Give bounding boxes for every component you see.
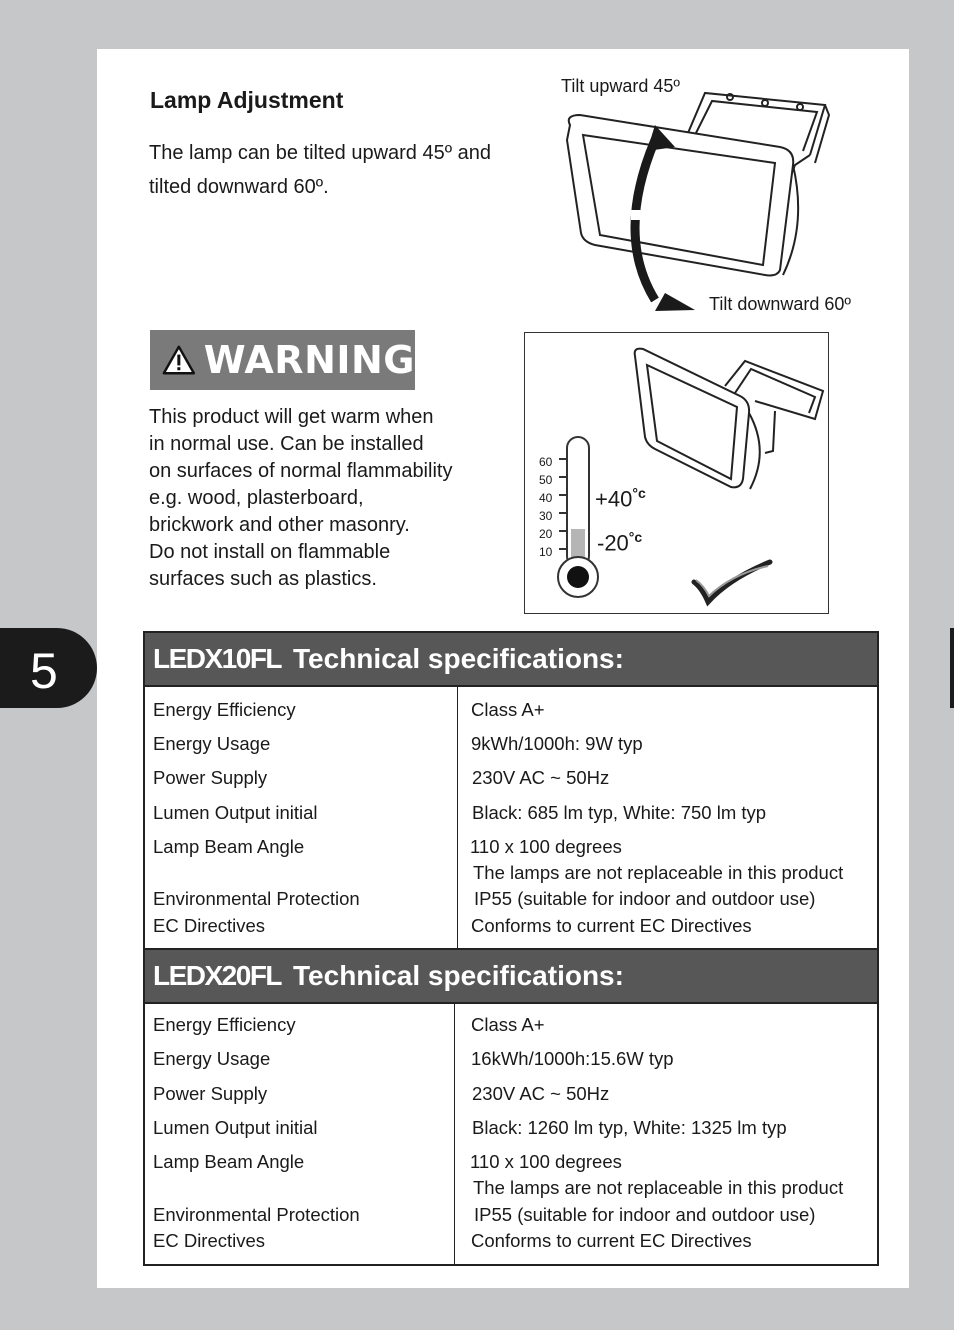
warning-line: in normal use. Can be installed bbox=[149, 433, 424, 455]
spec-label: Energy Usage bbox=[153, 733, 271, 754]
spec-model: LEDX20FL bbox=[153, 960, 282, 991]
spec-value: 16kWh/1000h:15.6W typ bbox=[471, 1048, 674, 1069]
spec-body bbox=[145, 1004, 877, 1266]
spec-label: EC Directives bbox=[153, 1230, 266, 1251]
column-divider bbox=[457, 687, 458, 951]
tilt-down-label: Tilt downward 60º bbox=[709, 294, 851, 314]
checkmark-icon bbox=[690, 558, 775, 608]
max-temp-value: +40 bbox=[595, 486, 633, 512]
spec-header bbox=[145, 633, 877, 687]
scale-label: 30 bbox=[539, 509, 553, 523]
spec-label: Energy Usage bbox=[153, 1048, 271, 1069]
warning-triangle-icon bbox=[162, 335, 196, 385]
warning-badge bbox=[150, 330, 415, 390]
spec-value: Class A+ bbox=[471, 699, 545, 720]
scale-label: 10 bbox=[539, 545, 553, 559]
temp-unit: c bbox=[637, 485, 646, 501]
tilt-up-label: Tilt upward 45º bbox=[561, 76, 680, 96]
edge-marker bbox=[950, 628, 954, 708]
spec-value: The lamps are not replaceable in this product bbox=[473, 862, 844, 883]
warning-line: brickwork and other masonry. bbox=[149, 514, 410, 536]
max-temp: $+40^{^\circ c}$ bbox=[595, 485, 646, 512]
spec-label: Environmental Protection bbox=[153, 888, 360, 909]
page-number: 5 bbox=[30, 643, 58, 699]
scale-label: 60 bbox=[539, 455, 553, 469]
page-number-tab bbox=[0, 628, 97, 708]
spec-label: Lamp Beam Angle bbox=[153, 1151, 305, 1172]
spec-label: Lumen Output initial bbox=[153, 802, 318, 823]
min-temp-value: -20 bbox=[597, 530, 629, 556]
spec-value: Black: 685 lm typ, White: 750 lm typ bbox=[472, 802, 767, 823]
lamp-adjustment-line1: The lamp can be tilted upward 45º and bbox=[149, 142, 491, 164]
scale-label: 50 bbox=[539, 473, 553, 487]
spec-label: EC Directives bbox=[153, 915, 266, 936]
spec-value: 9kWh/1000h: 9W typ bbox=[471, 733, 643, 754]
spec-value: Conforms to current EC Directives bbox=[471, 1230, 752, 1251]
spec-value: Black: 1260 lm typ, White: 1325 lm typ bbox=[472, 1117, 787, 1138]
lamp-tilt-illustration bbox=[555, 85, 845, 315]
spec-value: IP55 (suitable for indoor and outdoor use) bbox=[474, 1204, 816, 1225]
spec-table-ledx20fl bbox=[143, 948, 879, 1266]
spec-heading: Technical specifications: bbox=[293, 643, 624, 674]
temp-unit: c bbox=[634, 529, 643, 545]
spec-heading: Technical specifications: bbox=[293, 960, 624, 991]
spec-value: 110 x 100 degrees bbox=[470, 1151, 622, 1172]
spec-label: Energy Efficiency bbox=[153, 1014, 296, 1035]
spec-value: The lamps are not replaceable in this product bbox=[473, 1177, 844, 1198]
spec-label: Energy Efficiency bbox=[153, 699, 296, 720]
column-divider bbox=[454, 1004, 455, 1266]
warning-text bbox=[149, 404, 509, 593]
min-temp: $-20^{^\circ c}$ bbox=[597, 529, 643, 556]
spec-label: Power Supply bbox=[153, 1083, 268, 1104]
lamp-adjustment-line2: tilted downward 60º. bbox=[149, 176, 329, 198]
scale-label: 20 bbox=[539, 527, 553, 541]
spec-label: Power Supply bbox=[153, 767, 268, 788]
spec-value: 230V AC ~ 50Hz bbox=[472, 1083, 610, 1104]
spec-label: Lamp Beam Angle bbox=[153, 836, 305, 857]
spec-model: LEDX10FL bbox=[153, 643, 282, 674]
warning-badge-label: WARNING bbox=[203, 338, 415, 382]
warning-line: Do not install on flammable bbox=[149, 541, 391, 563]
warning-line: e.g. wood, plasterboard, bbox=[149, 487, 364, 509]
spec-label: Lumen Output initial bbox=[153, 1117, 318, 1138]
floodlight-illustration bbox=[625, 341, 825, 501]
spec-value: 230V AC ~ 50Hz bbox=[472, 767, 610, 788]
spec-value: Class A+ bbox=[471, 1014, 545, 1035]
spec-value: Conforms to current EC Directives bbox=[471, 915, 752, 936]
warning-line: surfaces such as plastics. bbox=[149, 568, 377, 590]
warning-line: on surfaces of normal flammability bbox=[149, 460, 453, 482]
scale-label: 40 bbox=[539, 491, 553, 505]
spec-label: Environmental Protection bbox=[153, 1204, 360, 1225]
spec-header bbox=[145, 950, 877, 1004]
thermometer-scale bbox=[539, 453, 552, 561]
spec-value: 110 x 100 degrees bbox=[470, 836, 622, 857]
spec-table-ledx10fl bbox=[143, 631, 879, 951]
lamp-adjustment-title: Lamp Adjustment bbox=[150, 87, 344, 113]
warning-line: This product will get warm when bbox=[149, 406, 434, 428]
spec-value: IP55 (suitable for indoor and outdoor use) bbox=[474, 888, 816, 909]
spec-body bbox=[145, 687, 877, 951]
temperature-illustration-box bbox=[524, 332, 829, 614]
